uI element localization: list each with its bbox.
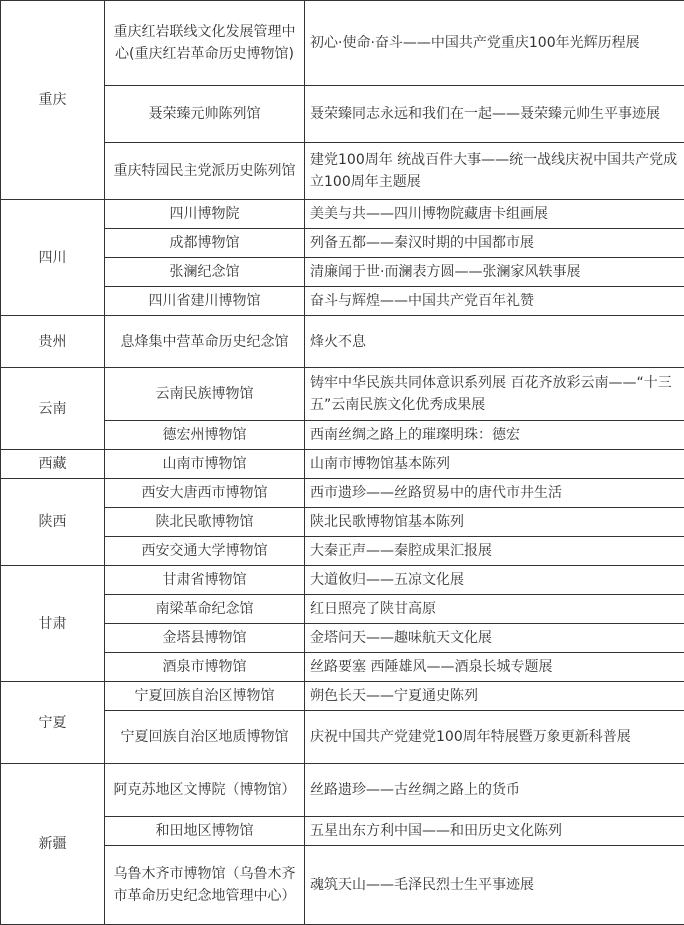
museum-cell: 阿克苏地区文博院（博物馆） [105, 764, 305, 817]
museum-cell: 张澜纪念馆 [105, 258, 305, 287]
museum-cell: 乌鲁木齐市博物馆（乌鲁木齐市革命历史纪念地管理中心） [105, 846, 305, 925]
museum-cell: 四川省建川博物馆 [105, 287, 305, 316]
museum-cell: 山南市博物馆 [105, 450, 305, 479]
province-cell: 贵州 [1, 316, 105, 368]
table-row [1, 566, 684, 595]
exhibition-cell: 丝路遗珍——古丝绸之路上的货币 [305, 764, 684, 817]
museum-cell: 聂荣臻元帅陈列馆 [105, 86, 305, 143]
museum-cell: 重庆红岩联线文化发展管理中心(重庆红岩革命历史博物馆) [105, 1, 305, 86]
exhibition-cell: 建党100周年 统战百件大事——统一战线庆祝中国共产党成立100周年主题展 [305, 143, 684, 200]
museum-cell: 西安交通大学博物馆 [105, 537, 305, 566]
museum-cell: 德宏州博物馆 [105, 421, 305, 450]
museum-cell: 息烽集中营革命历史纪念馆 [105, 316, 305, 368]
exhibition-cell: 奋斗与辉煌——中国共产党百年礼赞 [305, 287, 684, 316]
exhibition-cell: 大秦正声——秦腔成果汇报展 [305, 537, 684, 566]
exhibition-cell: 大道攸归——五凉文化展 [305, 566, 684, 595]
province-cell: 云南 [1, 368, 105, 450]
table-row [1, 682, 684, 711]
museum-cell: 云南民族博物馆 [105, 368, 305, 421]
province-cell: 甘肃 [1, 566, 105, 682]
exhibition-cell: 烽火不息 [305, 316, 684, 368]
table-row [1, 450, 684, 479]
exhibition-cell: 铸牢中华民族共同体意识系列展 百花齐放彩云南——“十三五”云南民族文化优秀成果展 [305, 368, 684, 421]
museum-cell: 和田地区博物馆 [105, 817, 305, 846]
province-cell: 宁夏 [1, 682, 105, 764]
exhibition-cell: 聂荣臻同志永远和我们在一起——聂荣臻元帅生平事迹展 [305, 86, 684, 143]
exhibition-cell: 丝路要塞 西陲雄风——酒泉长城专题展 [305, 653, 684, 682]
exhibition-cell: 庆祝中国共产党建党100周年特展暨万象更新科普展 [305, 711, 684, 764]
exhibition-cell: 山南市博物馆基本陈列 [305, 450, 684, 479]
exhibition-cell: 初心·使命·奋斗——中国共产党重庆100年光辉历程展 [305, 1, 684, 86]
exhibition-cell: 魂筑天山——毛泽民烈士生平事迹展 [305, 846, 684, 925]
province-cell: 西藏 [1, 450, 105, 479]
exhibition-cell: 朔色长天——宁夏通史陈列 [305, 682, 684, 711]
province-cell: 四川 [1, 200, 105, 316]
exhibition-cell: 西南丝绸之路上的璀璨明珠：德宏 [305, 421, 684, 450]
museum-cell: 重庆特园民主党派历史陈列馆 [105, 143, 305, 200]
table-row [1, 1, 684, 86]
museum-cell: 成都博物馆 [105, 229, 305, 258]
province-cell: 重庆 [1, 1, 105, 200]
museum-cell: 金塔县博物馆 [105, 624, 305, 653]
exhibition-cell: 西市遗珍——丝路贸易中的唐代市井生活 [305, 479, 684, 508]
exhibition-cell: 清廉闻于世·而澜表方圆——张澜家风轶事展 [305, 258, 684, 287]
exhibition-cell: 金塔问天——趣味航天文化展 [305, 624, 684, 653]
province-cell: 陕西 [1, 479, 105, 566]
table-row [1, 368, 684, 421]
table-row [1, 764, 684, 817]
table-row [1, 200, 684, 229]
table-row [1, 316, 684, 368]
table-row [1, 479, 684, 508]
museum-cell: 酒泉市博物馆 [105, 653, 305, 682]
museum-cell: 西安大唐西市博物馆 [105, 479, 305, 508]
museum-cell: 四川博物院 [105, 200, 305, 229]
museum-cell: 南梁革命纪念馆 [105, 595, 305, 624]
exhibition-cell: 红日照亮了陕甘高原 [305, 595, 684, 624]
exhibition-cell: 美美与共——四川博物院藏唐卡组画展 [305, 200, 684, 229]
province-cell: 新疆 [1, 764, 105, 925]
museum-cell: 宁夏回族自治区博物馆 [105, 682, 305, 711]
exhibition-cell: 陕北民歌博物馆基本陈列 [305, 508, 684, 537]
exhibition-cell: 列备五都——秦汉时期的中国都市展 [305, 229, 684, 258]
museum-cell: 甘肃省博物馆 [105, 566, 305, 595]
museum-cell: 宁夏回族自治区地质博物馆 [105, 711, 305, 764]
museum-cell: 陕北民歌博物馆 [105, 508, 305, 537]
exhibition-cell: 五星出东方利中国——和田历史文化陈列 [305, 817, 684, 846]
